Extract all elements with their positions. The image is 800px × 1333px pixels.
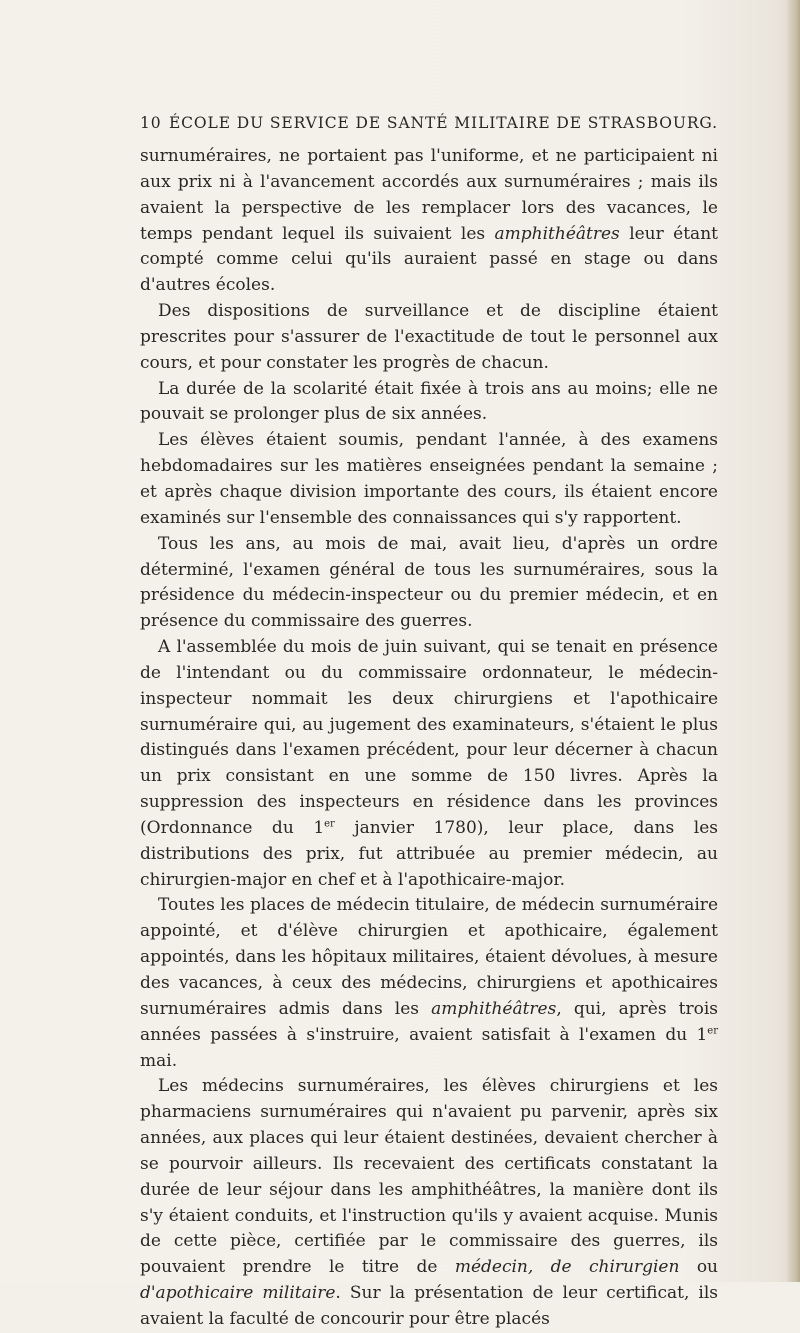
page-edge-shadow [786,0,800,1282]
paragraph-3: La durée de la scolarité était fixée à trois ans au moins; elle ne pouvait se prolonger plus de six années. [140,378,718,425]
running-header [140,114,718,132]
paragraph-4: Les élèves étaient soumis, pendant l'année, à des examens hebdomadaires sur les matières enseignées pendant la semaine ; et après chaque division importante des cours, ils étaient encore examinés sur l'ensemble des connaissances qui s'y rapportent. [140,430,718,528]
paragraph-2: Des dispositions de surveillance et de discipline étaient prescrites pour s'assurer de l'exactitude de tout le personnel aux cours, et pour constater les progrès de chacun. [140,301,718,373]
paragraph-5: Tous les ans, au mois de mai, avait lieu, d'après un ordre déterminé, l'examen général de tous les surnuméraires, sous la présidence du médecin-inspecteur ou du premier médecin, et en présence du commissaire des guerres. [140,533,718,632]
paragraph-1 [140,144,718,299]
paragraph-6-superscript: er [324,818,335,830]
paragraph-7 [140,893,718,1074]
paragraph-6 [140,635,718,893]
paragraph-6-text-end: janvier 1780), leur place, dans les distributions des prix, fut attribuée au premier médecin, au chirurgien-major en chef et à l'apothicaire-major. [140,817,718,890]
paragraph-8-italic-2: d'apothicaire militaire [140,1283,336,1304]
body-text [140,144,718,1333]
running-title: ÉCOLE DU SERVICE DE SANTÉ MILITAIRE DE STRASBOURG. [168,114,718,132]
paragraph-7-text-end: mai. [140,1050,178,1071]
paragraph-1-italic: amphithéâtres [494,223,620,244]
page-number: 10 [140,114,162,132]
paragraph-8 [140,1074,718,1332]
paragraph-8-text-mid: ou [679,1257,719,1278]
paragraph-8-italic-1: médecin, de chirurgien [454,1257,680,1278]
paragraph-8-text: Les médecins surnuméraires, les élèves chirurgiens et les pharmaciens surnuméraires qui n'avaient pu parvenir, après six années, aux places qui leur étaient destinées, devaient chercher à se pourvoir ailleurs. Ils recevaient des certificats constatant la durée de leur séjour dans les amphithéâtres, la manière dont ils s'y étaient conduits, et l'instruction qu'ils y avaient acquise. Munis de cette pièce, certifiée par le commissaire des guerres, ils pouvaient prendre le titre de [140,1076,718,1278]
paragraph-6-text: A l'assemblée du mois de juin suivant, qui se tenait en présence de l'intendant ou du commissaire ordonnateur, le médecin-inspecteur nommait les deux chirurgiens et l'apothicaire surnuméraire qui, au jugement des examinateurs, s'étaient le plus distingués dans l'examen précédent, pour leur décerner à chacun un prix consistant en une somme de 150 livres. Après la suppression des inspecteurs en résidence dans les provinces (Ordonnance du 1 [140,637,718,838]
paragraph-8-text-end: . Sur la présentation de leur certificat, ils avaient la faculté de concourir pour être placés [140,1283,718,1329]
paragraph-7-text: Toutes les places de médecin titulaire, de médecin surnuméraire appointé, et d'élève chirurgien et apothicaire, également appointés, dans les hôpitaux militaires, étaient dévolues, à mesure des vacances, à ceux des médecins, chirurgiens et apothicaires surnuméraires admis dans les [140,895,718,1019]
paragraph-1-text: surnuméraires, ne portaient pas l'uniforme, et ne participaient ni aux prix ni à l'avancement accordés aux surnuméraires ; mais ils avaient la perspective de les remplacer lors des vacances, le temps pendant lequel ils suivaient les [140,146,718,244]
paragraph-7-superscript: er [707,1025,718,1037]
paragraph-7-text-mid: , qui, après trois années passées à s'instruire, avaient satisfait à l'examen du 1 [140,998,718,1045]
paragraph-1-text-end: leur étant compté comme celui qu'ils auraient passé en stage ou dans d'autres écoles. [140,223,718,296]
paragraph-7-italic: amphithéâtres [431,998,557,1019]
